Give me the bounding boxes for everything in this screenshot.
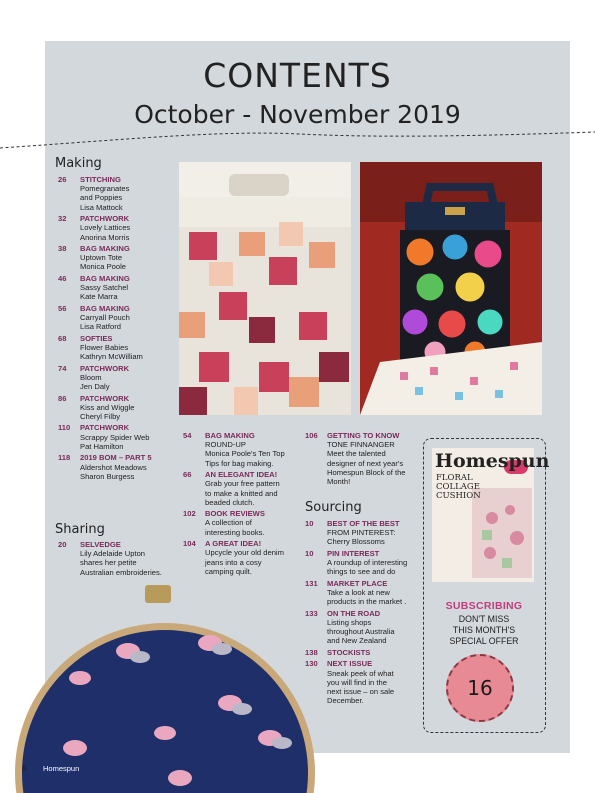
page-title: CONTENTS bbox=[203, 56, 392, 95]
entry-heading: BAG MAKING bbox=[205, 431, 255, 440]
entry-line: Sharon Burgess bbox=[80, 471, 135, 481]
feature-list bbox=[305, 431, 420, 489]
entry-text bbox=[80, 214, 178, 242]
entry-text bbox=[327, 659, 423, 705]
page-number: 8 bbox=[22, 764, 27, 773]
entry-line: interesting books. bbox=[205, 527, 265, 537]
entry-line: next issue – on sale bbox=[327, 686, 395, 696]
section-heading-sourcing: Sourcing bbox=[305, 500, 362, 515]
entry-heading: PATCHWORK bbox=[80, 214, 130, 224]
entry-line: jeans into a cosy bbox=[205, 557, 262, 567]
entry-text bbox=[327, 431, 420, 486]
entry-line: Upcycle your old denim bbox=[205, 548, 284, 558]
contents-entry[interactable] bbox=[305, 579, 423, 607]
entry-line: FROM PINTEREST: bbox=[327, 528, 396, 538]
entry-heading: MARKET PLACE bbox=[327, 578, 388, 588]
cover-headline: FLORAL COLLAGE CUSHION bbox=[436, 473, 481, 501]
entry-page-number: 104 bbox=[183, 539, 196, 549]
entry-heading: BOOK REVIEWS bbox=[205, 509, 265, 519]
contents-entry[interactable] bbox=[58, 244, 178, 272]
entry-line: you will find in the bbox=[327, 677, 387, 687]
entry-line: Kathryn McWilliam bbox=[80, 352, 143, 362]
entry-heading: GETTING TO KNOW bbox=[327, 431, 400, 440]
entry-line: Scrappy Spider Web bbox=[80, 432, 150, 442]
entry-page-number: 20 bbox=[58, 540, 67, 549]
entry-line: Aldershot Meadows bbox=[80, 462, 147, 472]
magazine-cover[interactable] bbox=[432, 448, 550, 582]
subscribe-line-1: DON'T MISS bbox=[458, 614, 510, 624]
entry-page-number: 10 bbox=[305, 548, 314, 558]
entry-page-number: 86 bbox=[58, 393, 67, 403]
entry-heading: SOFTIES bbox=[80, 333, 113, 343]
entry-page-number: 74 bbox=[58, 363, 67, 373]
entry-heading: BEST OF THE BEST bbox=[327, 519, 400, 528]
entry-line: A collection of bbox=[205, 518, 252, 528]
contents-entry[interactable] bbox=[58, 274, 178, 302]
contents-entry[interactable] bbox=[183, 431, 303, 468]
entry-text bbox=[327, 549, 423, 577]
page-subtitle: October - November 2019 bbox=[134, 100, 461, 129]
entry-line: ROUND-UP bbox=[205, 440, 246, 450]
entry-page-number: 10 bbox=[305, 519, 314, 528]
entry-line: Bloom bbox=[80, 372, 102, 382]
making-list bbox=[58, 175, 178, 483]
entry-line: Pat Hamilton bbox=[80, 441, 124, 451]
entry-line: Cheryl Filby bbox=[80, 411, 121, 421]
embroidery-hoop-photo bbox=[0, 583, 305, 788]
entry-line: Meet the talented bbox=[327, 449, 386, 459]
entry-line: Lily Adelaide Upton bbox=[80, 549, 146, 559]
contents-entry[interactable] bbox=[58, 423, 178, 451]
sourcing-list bbox=[305, 519, 423, 708]
entry-heading: PATCHWORK bbox=[80, 423, 130, 433]
entry-page-number: 130 bbox=[305, 659, 318, 669]
entry-line: Lisa Ratford bbox=[80, 322, 121, 332]
entry-line: Kate Marra bbox=[80, 292, 118, 302]
entry-heading: BAG MAKING bbox=[80, 273, 130, 283]
contents-entry[interactable] bbox=[58, 334, 178, 362]
entry-line: Take a look at new bbox=[327, 588, 390, 598]
entry-text bbox=[80, 175, 178, 212]
entry-line: throughout Australia bbox=[327, 627, 395, 637]
entry-line: Carryall Pouch bbox=[80, 313, 130, 323]
entry-line: Flower Babies bbox=[80, 342, 129, 352]
contents-entry[interactable] bbox=[58, 214, 178, 242]
entry-line: Tips for bag making. bbox=[205, 458, 274, 468]
contents-entry[interactable] bbox=[58, 304, 178, 332]
entry-page-number: 106 bbox=[305, 431, 318, 440]
middle-list bbox=[183, 431, 303, 578]
entry-line: Australian embroideries. bbox=[80, 567, 162, 577]
contents-entry[interactable] bbox=[305, 519, 423, 547]
entry-line: Pomegranates bbox=[80, 184, 130, 194]
entry-text bbox=[80, 394, 178, 422]
entry-text bbox=[327, 579, 423, 607]
entry-line: Listing shops bbox=[327, 617, 372, 627]
contents-entry[interactable] bbox=[305, 549, 423, 577]
entry-page-number: 110 bbox=[58, 423, 71, 433]
subscribe-page-badge[interactable] bbox=[446, 654, 514, 722]
entry-line: shares her petite bbox=[80, 558, 137, 568]
cover-brand: Homespun bbox=[435, 450, 550, 472]
subscribe-line-3: SPECIAL OFFER bbox=[449, 636, 519, 646]
entry-page-number: 56 bbox=[58, 303, 67, 313]
entry-text bbox=[205, 431, 303, 468]
entry-line: and New Zealand bbox=[327, 636, 387, 646]
subscribe-heading[interactable]: SUBSCRIBING bbox=[445, 600, 523, 612]
contents-entry[interactable] bbox=[58, 540, 183, 577]
entry-page-number: 26 bbox=[58, 175, 67, 184]
entry-page-number: 68 bbox=[58, 333, 67, 343]
entry-text bbox=[80, 334, 178, 362]
entry-text bbox=[80, 274, 178, 302]
entry-line: products in the market . bbox=[327, 597, 407, 607]
entry-heading: BAG MAKING bbox=[80, 244, 130, 254]
entry-text bbox=[327, 519, 423, 547]
subscribe-page-number: 16 bbox=[467, 676, 493, 700]
entry-line: Sneak peek of what bbox=[327, 668, 394, 678]
entry-page-number: 118 bbox=[58, 453, 71, 463]
section-heading-sharing: Sharing bbox=[55, 522, 105, 537]
contents-entry[interactable] bbox=[58, 175, 178, 212]
entry-line: Monica Poole bbox=[80, 262, 127, 272]
entry-heading: BAG MAKING bbox=[80, 303, 130, 313]
entry-line: camping quilt. bbox=[205, 566, 252, 576]
entry-heading: A GREAT IDEA! bbox=[205, 539, 262, 549]
entry-page-number: 66 bbox=[183, 470, 192, 480]
entry-text bbox=[205, 509, 303, 537]
footer-brand: Homespun bbox=[43, 764, 80, 773]
entry-line: Sassy Satchel bbox=[80, 283, 129, 293]
entry-page-number: 133 bbox=[305, 608, 318, 618]
entry-heading: SELVEDGE bbox=[80, 540, 121, 549]
entry-line: TONE FINNANGER bbox=[327, 440, 395, 450]
contents-entry[interactable] bbox=[305, 609, 423, 646]
subscribe-line-2: THIS MONTH'S bbox=[452, 625, 516, 635]
entry-line: Grab your free pattern bbox=[205, 479, 280, 489]
entry-page-number: 32 bbox=[58, 214, 67, 224]
entry-line: things to see and do bbox=[327, 567, 396, 577]
sharing-list bbox=[58, 540, 183, 579]
entry-page-number: 46 bbox=[58, 273, 67, 283]
entry-page-number: 131 bbox=[305, 578, 318, 588]
entry-heading: AN ELEGANT IDEA! bbox=[205, 470, 278, 480]
entry-heading: 2019 BOM – PART 5 bbox=[80, 453, 152, 463]
contents-entry[interactable] bbox=[305, 431, 420, 486]
bag-photo bbox=[360, 162, 542, 415]
quilt-photo bbox=[179, 162, 351, 415]
entry-line: Homespun Block of the bbox=[327, 467, 406, 477]
entry-line: Month! bbox=[327, 477, 351, 487]
contents-entry[interactable] bbox=[305, 659, 423, 705]
entry-heading: PIN INTEREST bbox=[327, 548, 380, 558]
entry-text bbox=[80, 364, 178, 392]
entry-heading: NEXT ISSUE bbox=[327, 659, 373, 669]
entry-line: A roundup of interesting bbox=[327, 558, 408, 568]
contents-entry[interactable] bbox=[183, 509, 303, 537]
entry-line: to make a knitted and bbox=[205, 488, 278, 498]
entry-line: and Poppies bbox=[80, 193, 123, 203]
entry-text bbox=[80, 453, 178, 481]
entry-line: Lisa Mattock bbox=[80, 202, 123, 212]
contents-entry[interactable] bbox=[183, 470, 303, 507]
entry-text bbox=[327, 648, 423, 657]
contents-entry[interactable] bbox=[58, 364, 178, 392]
entry-text bbox=[327, 609, 423, 646]
contents-entry[interactable] bbox=[305, 648, 423, 657]
entry-heading: ON THE ROAD bbox=[327, 608, 381, 618]
contents-entry[interactable] bbox=[58, 394, 178, 422]
entry-line: Uptown Tote bbox=[80, 253, 123, 263]
entry-page-number: 102 bbox=[183, 509, 196, 519]
entry-text bbox=[80, 423, 178, 451]
entry-line: designer of next year's bbox=[327, 458, 404, 468]
entry-page-number: 138 bbox=[305, 647, 318, 657]
entry-line: Monica Poole's Ten Top bbox=[205, 449, 285, 459]
entry-heading: PATCHWORK bbox=[80, 393, 130, 403]
entry-text bbox=[205, 539, 303, 576]
entry-text bbox=[80, 540, 183, 577]
contents-entry[interactable] bbox=[58, 453, 178, 481]
entry-heading: STOCKISTS bbox=[327, 647, 371, 657]
entry-line: Anorina Morris bbox=[80, 232, 130, 242]
entry-text bbox=[80, 244, 178, 272]
entry-page-number: 38 bbox=[58, 244, 67, 254]
entry-heading: PATCHWORK bbox=[80, 363, 130, 373]
entry-page-number: 54 bbox=[183, 431, 192, 440]
entry-line: Kiss and Wiggle bbox=[80, 402, 135, 412]
entry-text bbox=[80, 304, 178, 332]
entry-line: December. bbox=[327, 696, 364, 706]
entry-line: Lovely Lattices bbox=[80, 223, 131, 233]
section-heading-making: Making bbox=[55, 156, 102, 171]
entry-text bbox=[205, 470, 303, 507]
entry-line: beaded clutch. bbox=[205, 497, 255, 507]
entry-line: Jen Daly bbox=[80, 382, 110, 392]
contents-entry[interactable] bbox=[183, 539, 303, 576]
entry-line: Cherry Blossoms bbox=[327, 537, 385, 547]
entry-heading: STITCHING bbox=[80, 175, 121, 184]
